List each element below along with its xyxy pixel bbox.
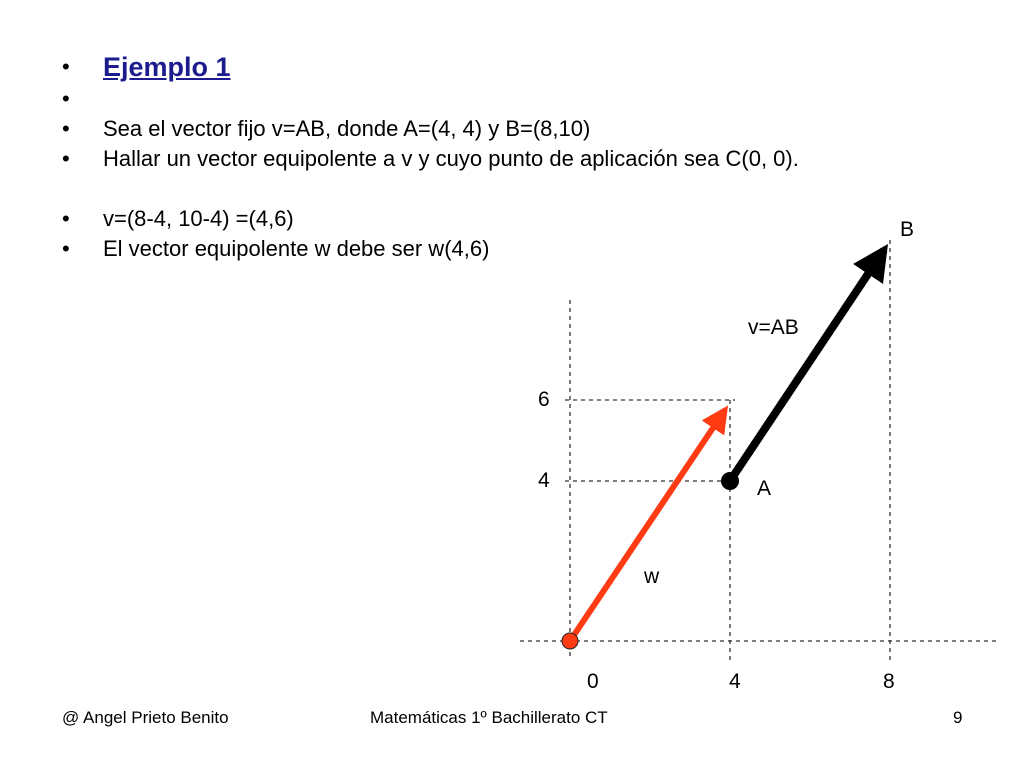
bullet-mark: • (62, 146, 70, 171)
point-c (562, 633, 578, 649)
label-y4: 4 (538, 469, 550, 492)
label-w: w (644, 565, 660, 588)
bullet-mark: • (62, 206, 70, 231)
statement-text: Sea el vector fijo v=AB, donde A=(4, 4) y B=(8,10) (103, 116, 591, 141)
label-x4: 4 (729, 670, 741, 693)
task-text: Hallar un vector equipolente a v y cuyo punto de aplicación sea C(0, 0). (103, 146, 799, 171)
footer-course: Matemáticas 1º Bachillerato CT (370, 708, 608, 727)
vector-v-ab (730, 250, 884, 481)
point-a (721, 472, 739, 490)
footer-author: @ Angel Prieto Benito (62, 708, 229, 727)
label-a: A (757, 477, 772, 500)
label-x8: 8 (883, 670, 895, 693)
label-y6: 6 (538, 388, 550, 411)
conclusion-text: El vector equipolente w debe ser w(4,6) (103, 236, 490, 261)
label-b: B (900, 218, 915, 241)
label-x0: 0 (587, 670, 599, 693)
footer-page: 9 (953, 708, 963, 727)
bullet-mark: • (62, 54, 70, 79)
bullet-mark: • (62, 86, 70, 111)
bullet-mark: • (62, 116, 70, 141)
example-title: Ejemplo 1 (103, 52, 231, 82)
calculation-text: v=(8-4, 10-4) =(4,6) (103, 206, 294, 231)
bullet-mark: • (62, 236, 70, 261)
vector-w (570, 410, 725, 641)
label-v-ab: v=AB (748, 316, 799, 339)
